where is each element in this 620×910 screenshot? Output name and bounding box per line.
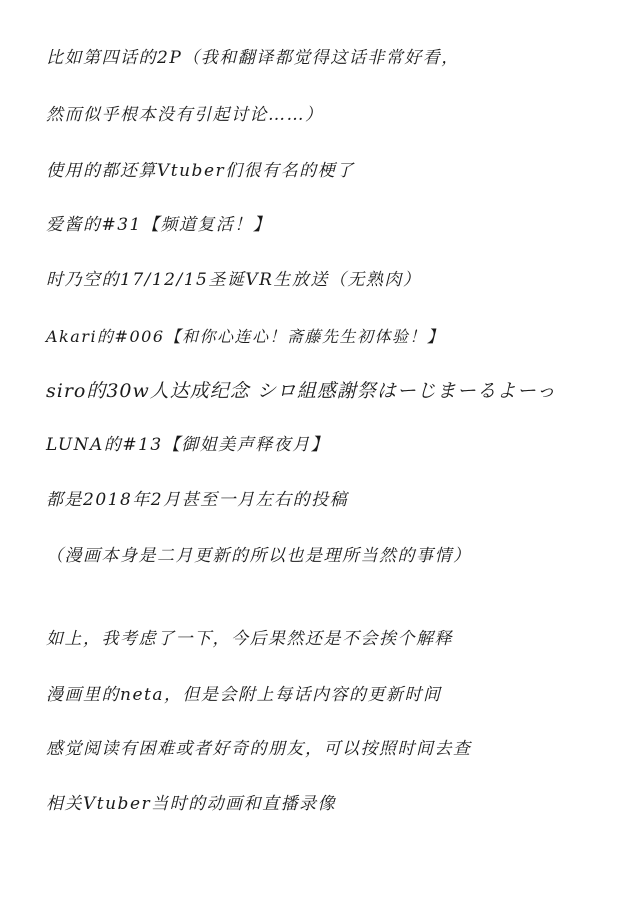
note-line-11: 如上，我考虑了一下，今后果然还是不会挨个解释	[46, 629, 453, 649]
note-line-4: 爱酱的#31【频道复活！】	[46, 215, 272, 235]
note-line-2: 然而似乎根本没有引起讨论……）	[46, 105, 324, 125]
note-line-10: （漫画本身是二月更新的所以也是理所当然的事情）	[46, 546, 472, 566]
note-line-9: 都是2018年2月甚至一月左右的投稿	[46, 490, 349, 510]
note-line-3: 使用的都还算Vtuber们很有名的梗了	[46, 161, 355, 181]
note-line-14: 相关Vtuber当时的动画和直播录像	[46, 794, 337, 814]
note-line-7: siro的30w人达成纪念 シロ組感謝祭はーじまーるよーっ	[46, 380, 557, 402]
note-line-1: 比如第四话的2P（我和翻译都觉得这话非常好看，	[46, 48, 460, 68]
note-line-12: 漫画里的neta，但是会附上每话内容的更新时间	[46, 685, 442, 705]
note-line-8: LUNA的#13【御姐美声释夜月】	[46, 435, 330, 455]
note-line-13: 感觉阅读有困难或者好奇的朋友，可以按照时间去查	[46, 739, 472, 759]
note-line-5: 时乃空的17/12/15圣诞VR生放送（无熟肉）	[46, 270, 422, 290]
note-line-6: Akari的#006【和你心连心！斋藤先生初体验！】	[46, 327, 445, 346]
